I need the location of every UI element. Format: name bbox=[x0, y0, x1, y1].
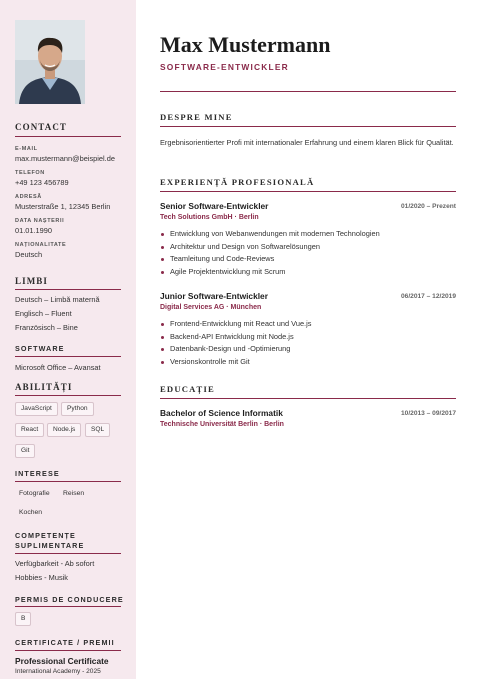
education-date: 10/2013 – 09/2017 bbox=[400, 410, 456, 417]
contact-rule bbox=[15, 136, 121, 137]
job-bullets bbox=[160, 318, 456, 369]
profile-photo-image bbox=[15, 20, 85, 104]
job-title: Junior Software-Entwickler bbox=[160, 291, 268, 301]
cert-rule bbox=[15, 650, 121, 651]
contact-label-address: ADRESĂ bbox=[15, 194, 42, 200]
interests-rule bbox=[15, 481, 121, 482]
list-item: Datenbank-Design und -Optimierung bbox=[160, 343, 456, 356]
license-rule bbox=[15, 606, 121, 607]
extra-item: Verfügbarkeit - Ab sofort bbox=[15, 559, 95, 568]
about-heading: DESPRE MINE bbox=[160, 112, 233, 122]
experience-rule bbox=[160, 191, 456, 192]
contact-phone[interactable]: +49 123 456789 bbox=[15, 178, 69, 187]
extra-heading-line1: COMPETENȚE bbox=[15, 531, 76, 540]
header-rule bbox=[160, 91, 456, 92]
contact-birthdate: 01.01.1990 bbox=[15, 226, 52, 235]
license-heading: PERMIS DE CONDUCERE bbox=[15, 595, 124, 604]
language-item: Deutsch – Limbă maternă bbox=[15, 295, 100, 304]
languages-heading: LIMBI bbox=[15, 276, 49, 286]
job-title: Senior Software-Entwickler bbox=[160, 201, 269, 211]
contact-email[interactable]: max.mustermann@beispiel.de bbox=[15, 154, 115, 163]
person-name: Max Mustermann bbox=[160, 32, 331, 57]
interests-heading: INTERESE bbox=[15, 469, 60, 478]
job-org: Tech Solutions GmbH · Berlin bbox=[160, 214, 259, 221]
contact-nationality: Deutsch bbox=[15, 250, 43, 259]
job-org: Digital Services AG · München bbox=[160, 304, 262, 311]
contact-label-birthdate: DATA NAȘTERII bbox=[15, 218, 65, 224]
about-rule bbox=[160, 126, 456, 127]
list-item: Agile Projektentwicklung mit Scrum bbox=[160, 266, 456, 279]
license-tag: B bbox=[15, 612, 31, 626]
sidebar bbox=[0, 0, 136, 679]
skill-tag: React bbox=[15, 423, 44, 437]
education-school: Technische Universität Berlin · Berlin bbox=[160, 421, 284, 428]
extra-rule bbox=[15, 553, 121, 554]
profile-photo bbox=[15, 20, 85, 104]
skills-rule bbox=[15, 395, 121, 396]
job-date: 06/2017 – 12/2019 bbox=[400, 293, 456, 300]
software-rule bbox=[15, 356, 121, 357]
skill-tag: Python bbox=[61, 402, 94, 416]
education-degree: Bachelor of Science Informatik bbox=[160, 408, 283, 418]
skill-tag: Git bbox=[15, 444, 35, 458]
job-role: SOFTWARE-ENTWICKLER bbox=[160, 62, 289, 72]
list-item: Entwicklung von Webanwendungen mit modernen Technologien bbox=[160, 228, 456, 241]
interest-item: Fotografie bbox=[19, 490, 50, 497]
skills-heading: ABILITĂȚI bbox=[15, 382, 73, 392]
list-item: Versionskontrolle mit Git bbox=[160, 356, 456, 369]
list-item: Backend-API Entwicklung mit Node.js bbox=[160, 331, 456, 344]
extra-item: Hobbies - Musik bbox=[15, 573, 68, 582]
experience-heading: EXPERIENȚĂ PROFESIONALĂ bbox=[160, 177, 315, 187]
interest-item: Reisen bbox=[63, 490, 85, 497]
contact-address: Musterstraße 1, 12345 Berlin bbox=[15, 202, 111, 211]
software-heading: SOFTWARE bbox=[15, 344, 65, 353]
cert-issuer: International Academy - 2025 bbox=[15, 668, 101, 675]
language-item: Englisch – Fluent bbox=[15, 309, 72, 318]
job-bullets bbox=[160, 228, 456, 279]
list-item: Frontend-Entwicklung mit React und Vue.js bbox=[160, 318, 456, 331]
contact-heading: CONTACT bbox=[15, 122, 68, 132]
language-item: Französisch – Bine bbox=[15, 323, 78, 332]
skill-tag: SQL bbox=[85, 423, 110, 437]
cert-title: Professional Certificate bbox=[15, 656, 109, 666]
extra-heading-line2: SUPLIMENTARE bbox=[15, 541, 85, 550]
contact-label-nationality: NAȚIONALITATE bbox=[15, 242, 67, 248]
interest-item: Kochen bbox=[19, 509, 43, 516]
education-rule bbox=[160, 398, 456, 399]
list-item: Teamleitung und Code-Reviews bbox=[160, 253, 456, 266]
list-item: Architektur und Design von Softwarelösungen bbox=[160, 241, 456, 254]
software-item: Microsoft Office – Avansat bbox=[15, 363, 101, 372]
job-date: 01/2020 – Prezent bbox=[401, 203, 456, 210]
languages-rule bbox=[15, 289, 121, 290]
contact-label-phone: TELEFON bbox=[15, 170, 45, 176]
skill-tag: JavaScript bbox=[15, 402, 58, 416]
contact-label-email: E-MAIL bbox=[15, 146, 38, 152]
about-text: Ergebnisorientierter Profi mit internationaler Erfahrung und einem klaren Blick für Qualität. bbox=[160, 138, 454, 147]
skill-tag: Node.js bbox=[47, 423, 81, 437]
education-heading: EDUCAȚIE bbox=[160, 384, 215, 394]
cert-heading: CERTIFICATE / PREMII bbox=[15, 638, 115, 647]
